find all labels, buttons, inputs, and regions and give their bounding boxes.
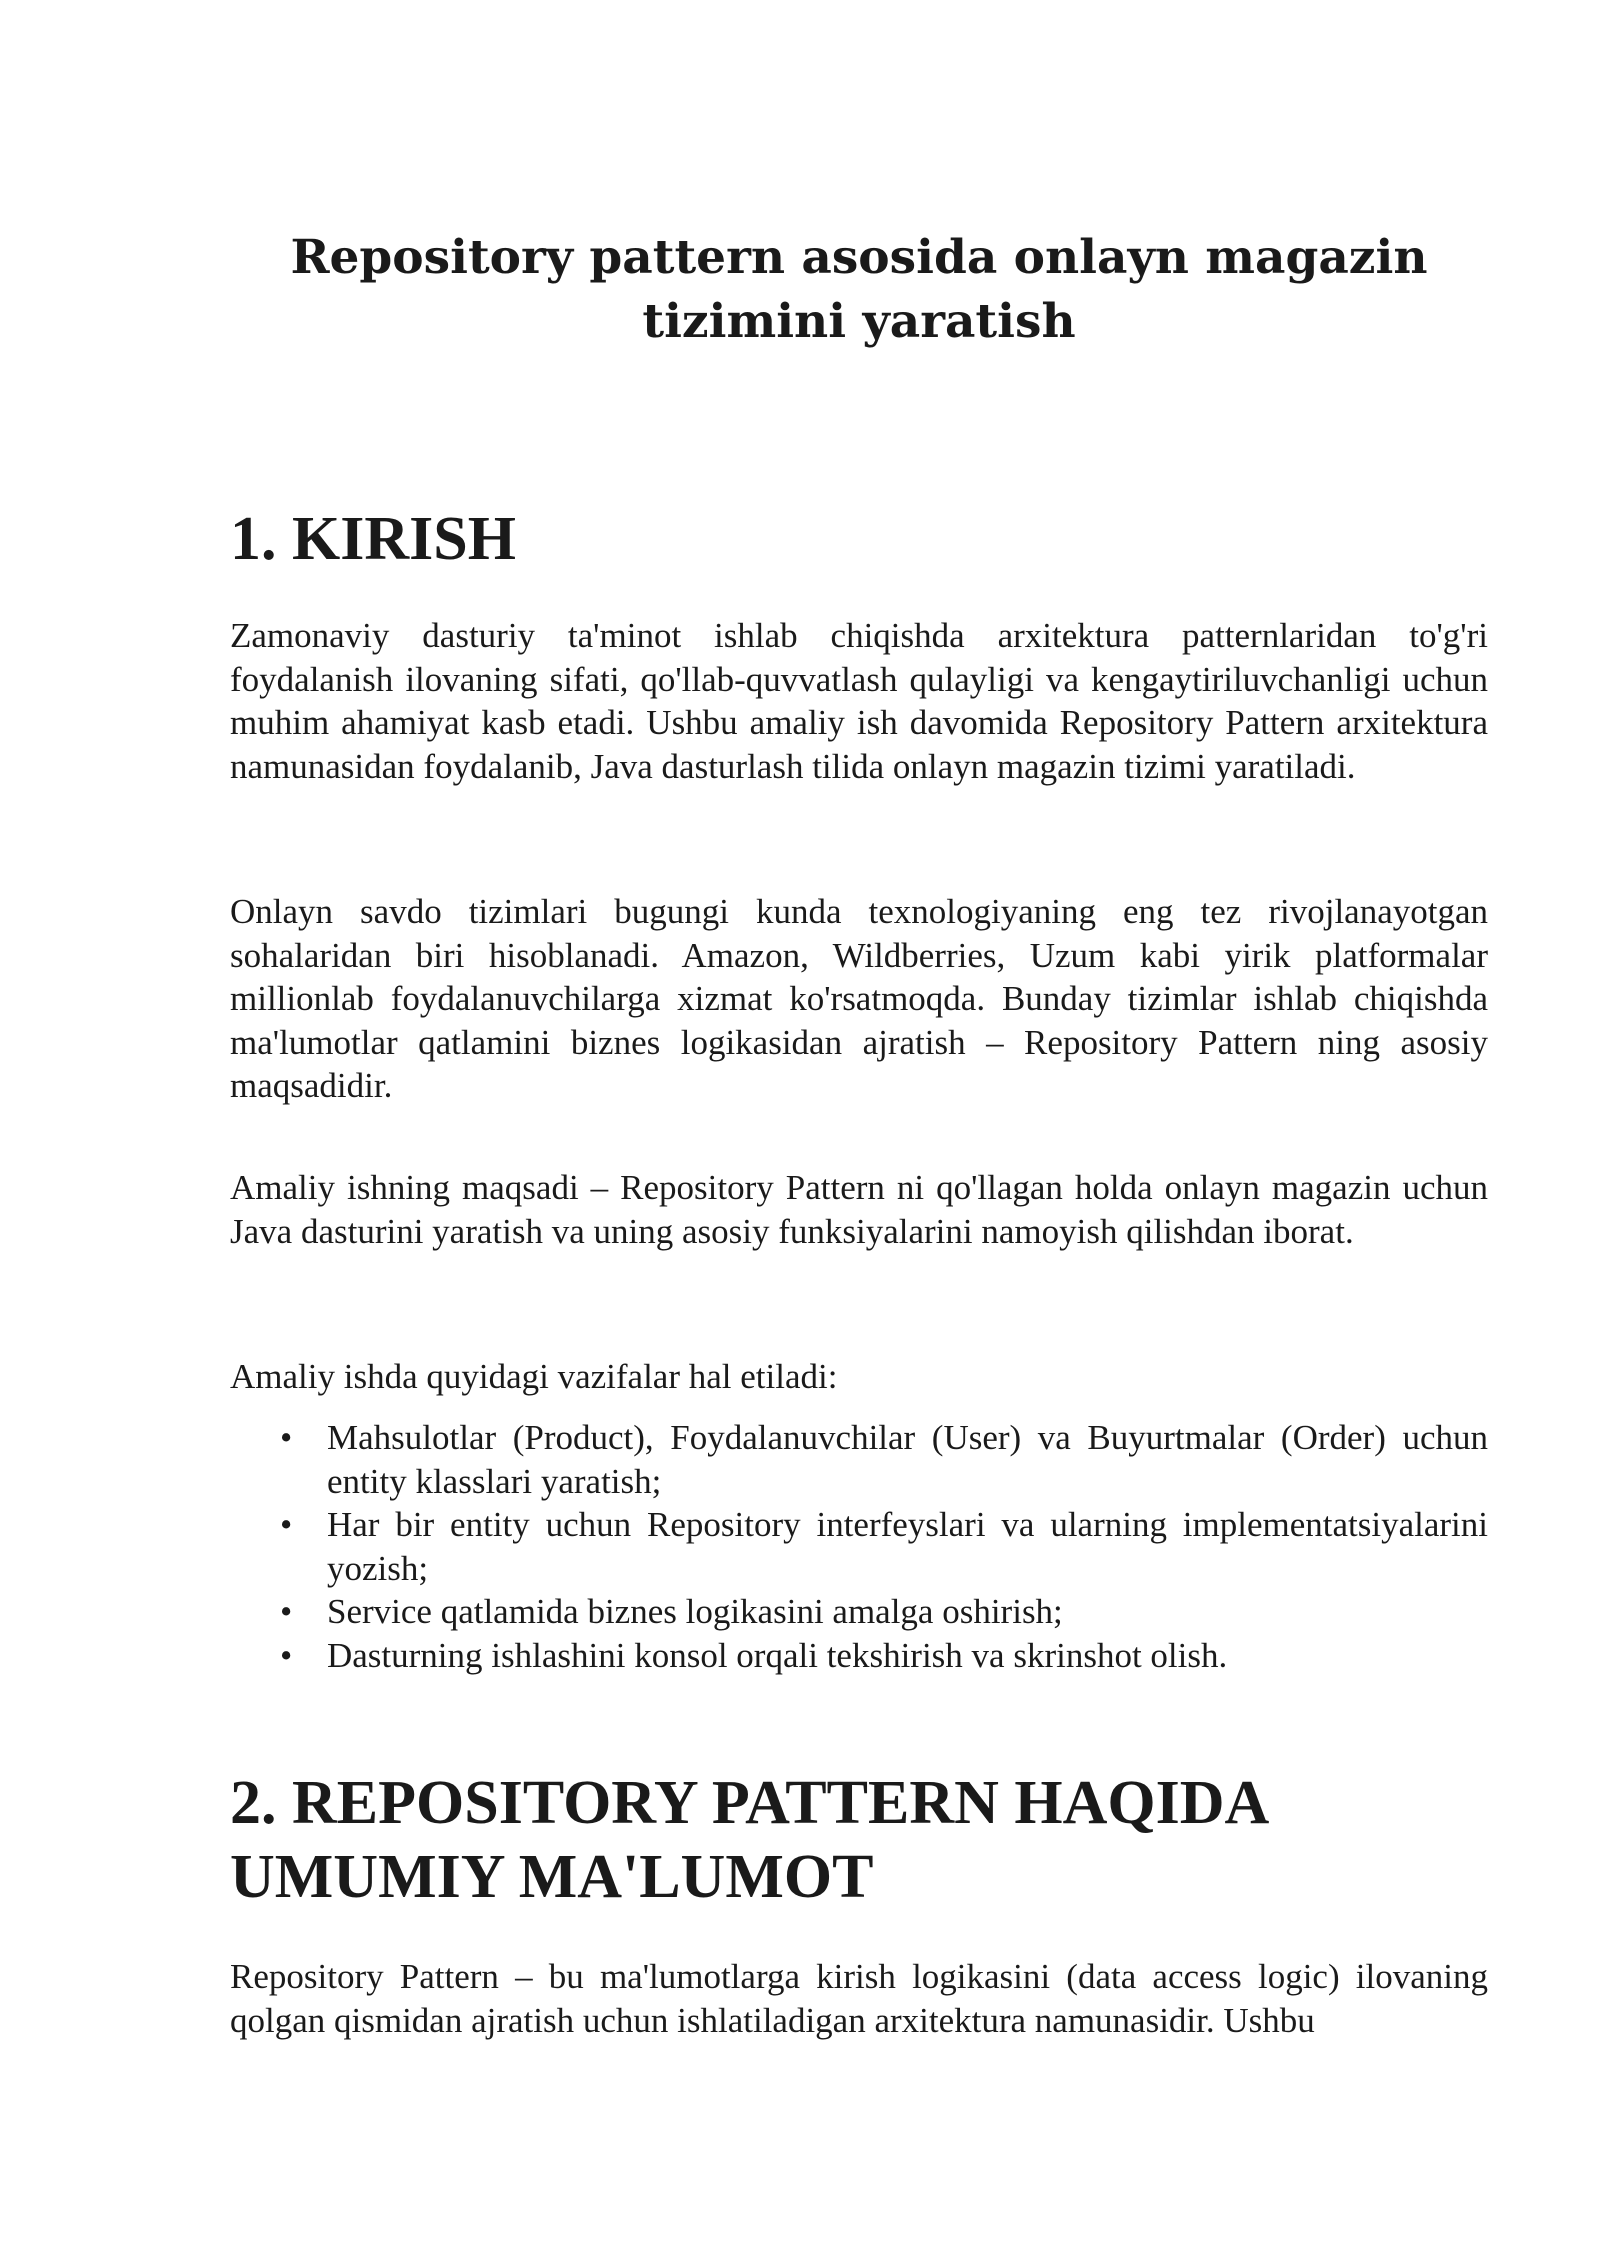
document-title-line-1: Repository pattern asosida onlayn magazin	[290, 230, 1428, 285]
section-heading-line-2: UMUMIY MA'LUMOT	[230, 1843, 874, 1911]
section-heading-line-1: 2. REPOSITORY PATTERN HAQIDA	[230, 1769, 1270, 1837]
list-item	[230, 1503, 1488, 1590]
list-item-text: Mahsulotlar (Product), Foydalanuvchilar (User) va Buyurtmalar (Order) uchun entity klasslari yaratish;	[327, 1418, 1488, 1501]
paragraph-online-trade: Onlayn savdo tizimlari bugungi kunda texnologiyaning eng tez rivojlanayotgan sohalaridan biri hisoblanadi. Amazon, Wildberries, Uzum kabi yirik platformalar millionlab foydalanuvchilarga xizmat ko'rsatmoqda. Bunday tizimlar ishlab chiqishda ma'lumotlar qatlamini biznes logikasidan ajratish – Repository Pattern ning asosiy maqsadidir.	[230, 892, 1488, 1105]
paragraph-repository-definition: Repository Pattern – bu ma'lumotlarga kirish logikasini (data access logic) ilovaning qolgan qismidan ajratish uchun ishlatiladigan arxitektura namunasidir. Ushbu	[230, 1957, 1488, 2040]
paragraph-tasks-intro: Amaliy ishda quyidagi vazifalar hal etiladi:	[230, 1357, 838, 1396]
task-list	[230, 1416, 1488, 1677]
list-item	[230, 1634, 1488, 1678]
bullet-icon: •	[280, 1418, 293, 1457]
bullet-icon: •	[280, 1505, 293, 1544]
list-item-text: Service qatlamida biznes logikasini amalga oshirish;	[327, 1592, 1063, 1631]
bullet-icon: •	[280, 1592, 293, 1631]
section-heading-kirish: 1. KIRISH	[230, 505, 516, 573]
list-item	[230, 1416, 1488, 1503]
document-title	[230, 226, 1488, 354]
paragraph-goal: Amaliy ishning maqsadi – Repository Pattern ni qo'llagan holda onlayn magazin uchun Java dasturini yaratish va uning asosiy funksiyalarini namoyish qilishdan iborat.	[230, 1168, 1488, 1251]
paragraph-intro: Zamonaviy dasturiy ta'minot ishlab chiqishda arxitektura patternlaridan to'g'ri foydalanish ilovaning sifati, qo'llab-quvvatlash qulayligi va kengaytiriluvchanligi uchun muhim ahamiyat kasb etadi. Ushbu amaliy ish davomida Repository Pattern arxitektura namunasidan foydalanib, Java dasturlash tilida onlayn magazin tizimi yaratiladi.	[230, 616, 1488, 786]
document-title-line-2: tizimini yaratish	[642, 294, 1076, 349]
list-item-text: Har bir entity uchun Repository interfeyslari va ularning implementatsiyalarini yozish;	[327, 1505, 1488, 1588]
section-heading-repository-pattern	[230, 1766, 1488, 1914]
list-item-text: Dasturning ishlashini konsol orqali tekshirish va skrinshot olish.	[327, 1635, 1228, 1675]
list-item	[230, 1590, 1488, 1634]
bullet-icon: •	[280, 1635, 293, 1675]
